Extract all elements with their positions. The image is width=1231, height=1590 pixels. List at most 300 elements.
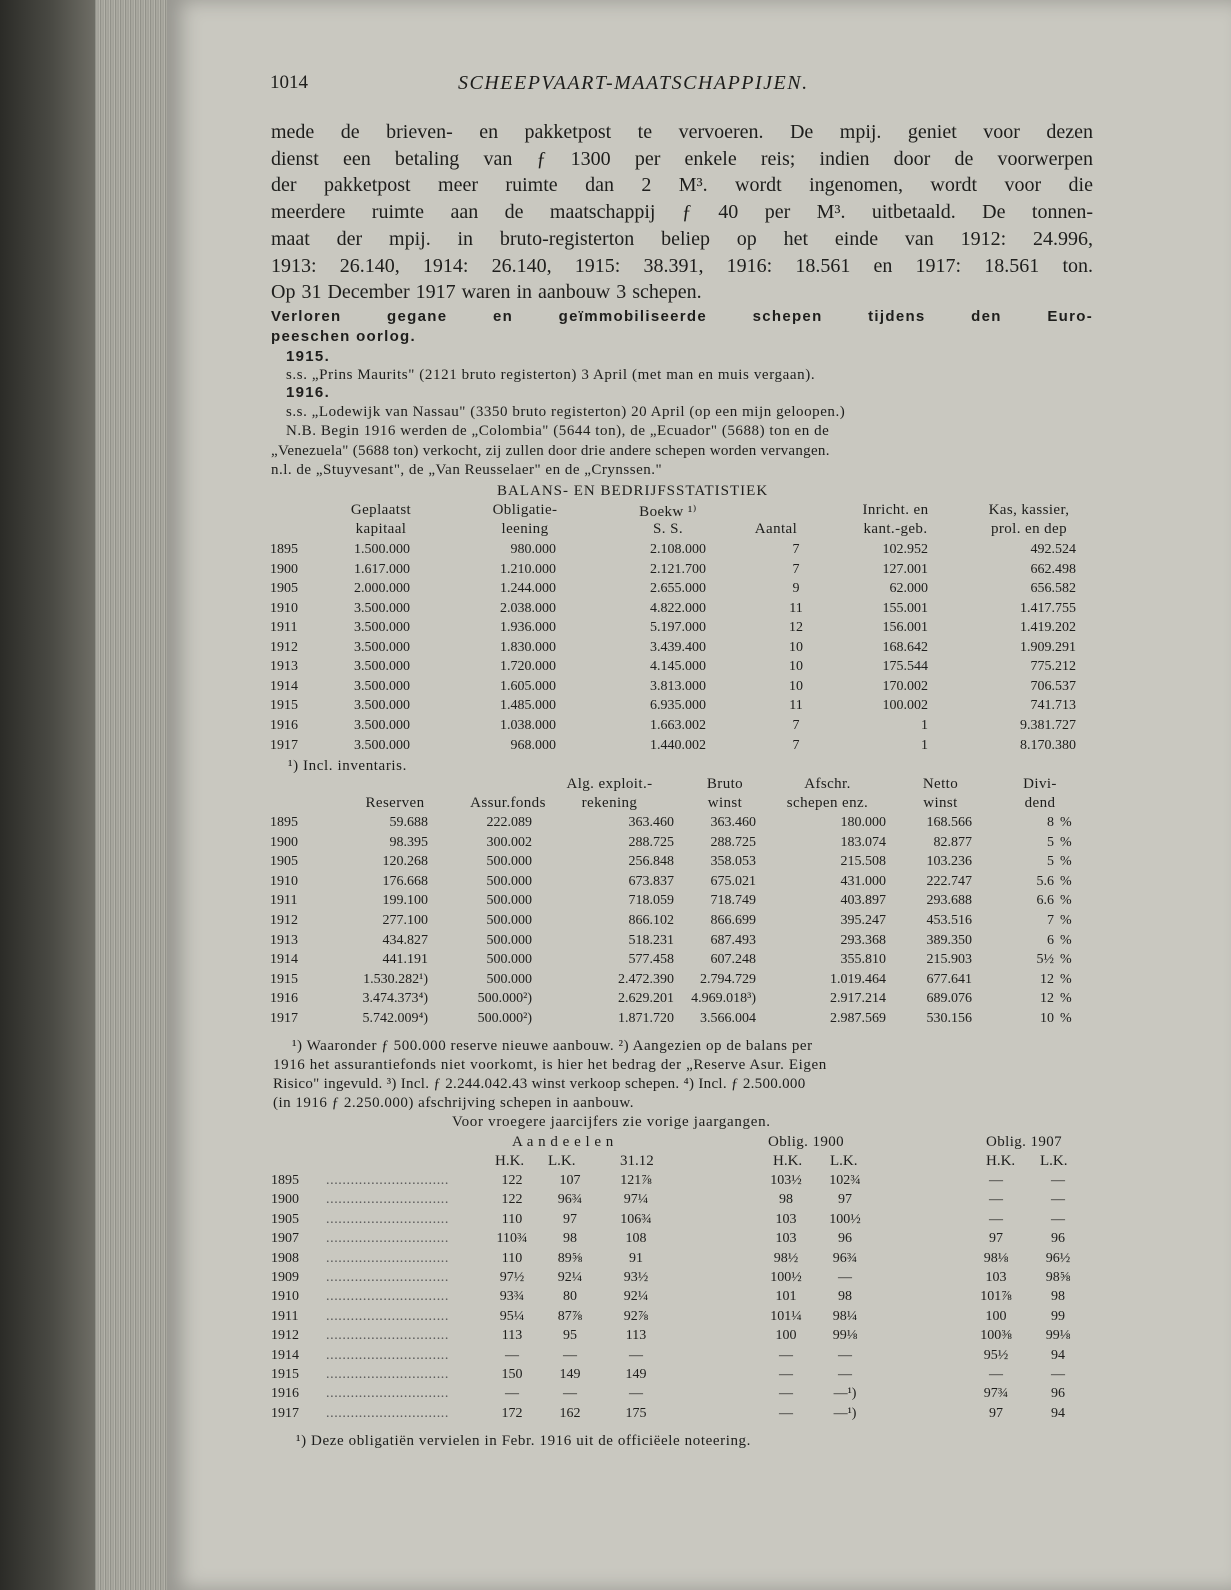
table3-subheader: L.K. (548, 1153, 576, 1169)
table1-cell: 1.830.000 (500, 639, 556, 655)
table3-cell: 110 (501, 1211, 523, 1227)
table3-cell: 100½ (829, 1211, 861, 1227)
table3-cell: 149 (559, 1367, 581, 1382)
table1-cell: 10 (789, 678, 803, 694)
table1-cell: 1.210.000 (500, 561, 556, 577)
table3-subheader: H.K. (773, 1153, 803, 1169)
table3-cell: 99 (1051, 1308, 1065, 1324)
table1-cell: 1.617.000 (354, 561, 410, 577)
lost-ships-heading-line1: Verloren gegane en geïmmobiliseerde schepen tijdens den Euro- (271, 308, 1093, 325)
table2-cell: 395.247 (840, 913, 886, 928)
table1-cell: 175.544 (882, 659, 928, 675)
table3-cell: 96 (1051, 1231, 1065, 1247)
table2-cell: 288.725 (710, 834, 756, 850)
table1-header: kant.-geb. (863, 521, 928, 537)
table1-footnote: ¹) Incl. inventaris. (288, 758, 407, 774)
table3-cell: 95 (563, 1328, 577, 1344)
table2-cell: 363.460 (628, 815, 674, 830)
table3-leader-dots: .............................. (326, 1308, 449, 1324)
table2-cell: 500.000 (486, 893, 532, 909)
table2-cell: 718.749 (710, 893, 756, 909)
table3-leader-dots: .............................. (326, 1347, 449, 1363)
table2-cell: 5.6 (1036, 873, 1054, 889)
table1-header: S. S. (653, 521, 683, 537)
table3-leader-dots: .............................. (326, 1192, 449, 1208)
table2-cell: 215.903 (926, 952, 972, 968)
table2-cell: 1.871.720 (618, 1011, 674, 1026)
table3-cell: 98 (563, 1231, 577, 1247)
table3-leader-dots: .............................. (326, 1250, 449, 1266)
table3-cell: 92¼ (623, 1289, 649, 1305)
table2-cell: 500.000 (486, 932, 532, 948)
table2-footnote-3: Risico" ingevuld. ³) Incl. ƒ 2.244.042.43 winst verkoop schepen. ⁴) Incl. ƒ 2.500.000 (273, 1076, 806, 1092)
table3-year: 1915 (271, 1367, 299, 1382)
table1-year: 1905 (270, 581, 298, 597)
table3-cell: 102¾ (829, 1173, 861, 1188)
table2-cell: 6.6 (1036, 893, 1054, 909)
table2-cell: 500.000 (486, 952, 532, 968)
table3-cell: 172 (501, 1405, 523, 1421)
table1-year: 1912 (270, 639, 298, 655)
table2-header: winst (707, 795, 743, 811)
table3-cell: 87⅞ (557, 1308, 583, 1324)
table3-cell: 97 (838, 1192, 852, 1208)
table3-cell: — (1051, 1367, 1065, 1382)
table1-cell: 1.485.000 (500, 698, 556, 714)
table3-cell: — (1051, 1211, 1065, 1227)
intro-line: meerdere ruimte aan de maatschappij ƒ 40 per M³. uitbetaald. De tonnen- (271, 201, 1093, 224)
table2-cell: 355.810 (840, 952, 886, 968)
table2-cell: 500.000²) (477, 991, 532, 1007)
table3-cell: 97¾ (983, 1386, 1009, 1402)
table2-cell: 687.493 (710, 932, 756, 948)
table1-cell: 3.813.000 (650, 678, 706, 694)
table2-cell: 5.742.009⁴) (362, 1011, 428, 1026)
table1-header: Geplaatst (350, 502, 412, 518)
table2-cell: 441.191 (382, 952, 428, 968)
table2-cell: 1.019.464 (830, 971, 886, 987)
table3-cell: 96 (1051, 1386, 1065, 1402)
table3-year: 1914 (271, 1347, 299, 1363)
table1-header: Boekw ¹⁾ (639, 504, 697, 520)
table3-year: 1909 (271, 1270, 299, 1285)
table2-cell: 7 (1047, 913, 1054, 928)
table2-header: rekening (581, 795, 638, 811)
table2-percent: % (1060, 991, 1072, 1007)
table2-cell: 500.000 (486, 873, 532, 889)
running-title: SCHEEPVAART-MAATSCHAPPIJEN. (458, 72, 809, 94)
table1-cell: 3.500.000 (354, 678, 410, 694)
table1-cell: 4.822.000 (650, 600, 706, 616)
table2-percent: % (1060, 913, 1072, 928)
intro-line: der pakketpost meer ruimte dan 2 M³. wordt ingenomen, wordt voor die (271, 174, 1093, 197)
table2-percent: % (1060, 971, 1072, 987)
table3-cell: 89⅝ (557, 1250, 583, 1266)
table1-year: 1915 (270, 698, 298, 714)
table1-cell: 3.500.000 (354, 659, 410, 675)
table3-cell: — (989, 1173, 1003, 1188)
table3-cell: 96 (838, 1231, 852, 1247)
table1-header: leening (501, 521, 549, 537)
table2-header: Reserven (365, 795, 425, 811)
lost-year-1916: 1916. (286, 384, 331, 401)
table2-cell: 5 (1047, 834, 1054, 850)
table2-cell: 866.699 (710, 913, 756, 928)
table3-cell: 97¼ (623, 1192, 649, 1208)
table1-cell: 968.000 (510, 737, 556, 753)
table2-footnote-1: ¹) Waaronder ƒ 500.000 reserve nieuwe aanbouw. ²) Aangezien op de balans per (292, 1038, 813, 1054)
nb-line-2: „Venezuela" (5688 ton) verkocht, zij zullen door drie andere schepen worden vervangen. (271, 443, 830, 459)
table1-header: Obligatie- (492, 502, 558, 518)
intro-line: dienst een betaling van ƒ 1300 per enkele reis; indien door de voorwerpen (271, 147, 1093, 170)
table2-cell: 183.074 (840, 834, 886, 850)
table3-leader-dots: .............................. (326, 1328, 449, 1344)
table2-cell: 176.668 (382, 873, 428, 889)
table3-cell: 95½ (983, 1347, 1009, 1363)
table3-cell: — (838, 1270, 852, 1285)
table3-leader-dots: .............................. (326, 1386, 449, 1402)
table2-cell: 500.000 (486, 913, 532, 928)
table1-cell: 127.001 (882, 561, 928, 577)
table1-cell: 3.500.000 (354, 600, 410, 616)
table2-cell: 293.368 (840, 932, 886, 948)
table3-cell: 101⅞ (980, 1289, 1012, 1305)
table2-cell: 103.236 (926, 854, 972, 870)
table2-cell: 431.000 (840, 873, 886, 889)
page-header (270, 72, 910, 96)
table1-cell: 2.655.000 (650, 581, 706, 597)
table2-cell: 518.231 (628, 932, 674, 948)
table3-cell: 98⅝ (1045, 1270, 1071, 1285)
table2-cell: 82.877 (933, 834, 972, 850)
table3-group-oblig1907: Oblig. 1907 (986, 1134, 1063, 1150)
table3-cell: 93¾ (499, 1289, 525, 1305)
table1-cell: 1 (921, 737, 928, 753)
table2-cell: 2.629.201 (618, 991, 674, 1007)
table2-year: 1911 (270, 893, 298, 909)
table3-cell: 97 (563, 1211, 577, 1227)
table1-cell: 10 (789, 639, 803, 655)
table3-cell: 110¾ (496, 1231, 528, 1247)
table3-year: 1905 (271, 1211, 299, 1227)
table2-year: 1912 (270, 913, 298, 928)
table3-cell: — (629, 1347, 643, 1363)
table1-header: Inricht. en (862, 502, 929, 518)
table3-cell: 103 (985, 1270, 1007, 1285)
table3-cell: 149 (625, 1367, 647, 1382)
table1-cell: 4.145.000 (650, 659, 706, 675)
table2-percent: % (1060, 952, 1072, 968)
table1-cell: 741.713 (1030, 698, 1076, 714)
table1-cell: 2.000.000 (354, 581, 410, 597)
table2-cell: 199.100 (382, 893, 428, 909)
table2-year: 1910 (270, 873, 298, 889)
table2-percent: % (1060, 854, 1072, 870)
table2-cell: 866.102 (628, 913, 674, 928)
table1-cell: 3.500.000 (354, 639, 410, 655)
table1-year: 1895 (270, 542, 298, 557)
table1-cell: 492.524 (1030, 542, 1076, 557)
table3-cell: 122 (501, 1192, 523, 1208)
table3-leader-dots: .............................. (326, 1173, 449, 1188)
table2-cell: 434.827 (382, 932, 428, 948)
table3-cell: — (505, 1386, 519, 1402)
table2-cell: 120.268 (382, 854, 428, 870)
table3-cell: 108 (625, 1231, 647, 1247)
table3-leader-dots: .............................. (326, 1211, 449, 1227)
table1-cell: 3.439.400 (650, 639, 706, 655)
table3-subheader: L.K. (830, 1153, 858, 1169)
nb-line-3: n.l. de „Stuyvesant", de „Van Reusselaer" en de „Crynssen." (271, 462, 663, 478)
table2-header: Afschr. (804, 776, 851, 792)
table3-cell: 98⅛ (983, 1250, 1009, 1266)
table2-cell: 277.100 (382, 913, 428, 928)
table1-cell: 1.244.000 (500, 581, 556, 597)
table3-cell: — (779, 1367, 793, 1382)
table2-cell: 293.688 (926, 893, 972, 909)
table1-cell: 662.498 (1030, 561, 1076, 577)
table2-percent: % (1060, 932, 1072, 948)
table2-year: 1895 (270, 815, 298, 830)
table1-cell: 155.001 (882, 600, 928, 616)
table1-header: Kas, kassier, (988, 502, 1070, 518)
table2-cell: 453.516 (926, 913, 972, 928)
table1-cell: 980.000 (510, 542, 556, 557)
table3-cell: 113 (501, 1328, 523, 1344)
table2-cell: 363.460 (710, 815, 756, 830)
table3-cell: 100 (775, 1328, 797, 1344)
table3-cell: 150 (501, 1367, 523, 1382)
lost-entry-1915: s.s. „Prins Maurits" (2121 bruto registerton) 3 April (met man en muis vergaan). (286, 367, 816, 383)
book-spine (0, 0, 95, 1590)
table2-year: 1917 (270, 1011, 298, 1026)
table3-cell: 100 (985, 1308, 1007, 1324)
table1-header: prol. en dep (990, 521, 1068, 537)
table2-percent: % (1060, 834, 1072, 850)
table1-cell: 7 (792, 542, 800, 557)
table2-cell: 677.641 (926, 971, 972, 987)
table3-cell: 121⅞ (620, 1173, 652, 1188)
table3-cell: 103 (775, 1231, 797, 1247)
table3-leader-dots: .............................. (326, 1270, 449, 1285)
table1-cell: 100.002 (882, 698, 928, 714)
table2-cell: 10 (1040, 1011, 1054, 1026)
table3-cell: — (563, 1386, 577, 1402)
table1-cell: 1 (921, 717, 928, 733)
table2-header: Divi- (1023, 776, 1057, 792)
table2-year: 1915 (270, 971, 298, 987)
table3-cell: 122 (501, 1173, 523, 1188)
table3-year: 1917 (271, 1405, 299, 1421)
intro-line: Op 31 December 1917 waren in aanbouw 3 schepen. (271, 281, 702, 304)
table1-cell: 11 (789, 698, 803, 714)
intro-line: maat der mpij. in bruto-registerton beliep op het einde van 1912: 24.996, (271, 227, 1093, 250)
table2-cell: 3.474.373⁴) (362, 991, 428, 1007)
table1-cell: 7 (792, 561, 800, 577)
table2-percent: % (1060, 873, 1072, 889)
table2-header: schepen enz. (786, 795, 869, 811)
table3-cell: 103½ (770, 1173, 802, 1188)
table1-year: 1914 (270, 678, 298, 694)
lost-year-1915: 1915. (286, 348, 331, 365)
table3-cell: 101¼ (770, 1308, 802, 1324)
table3-footnote: ¹) Deze obligatiën vervielen in Febr. 1916 uit de officiëele noteering. (296, 1433, 752, 1449)
table1-cell: 8.170.380 (1020, 737, 1076, 753)
table1-cell: 1.038.000 (500, 717, 556, 733)
table3-cell: — (838, 1347, 852, 1363)
table3-cell: — (629, 1386, 643, 1402)
table1-cell: 11 (789, 600, 803, 616)
table2-cell: 5½ (1036, 952, 1054, 968)
table3-cell: 97½ (499, 1270, 525, 1285)
table3-cell: 98 (1051, 1289, 1065, 1305)
page-edges (95, 0, 167, 1590)
table1-year: 1911 (270, 620, 298, 636)
table2-year: 1905 (270, 854, 298, 870)
table2-header: dend (1024, 795, 1056, 811)
table3-cell: — (989, 1367, 1003, 1382)
table1-cell: 12 (789, 620, 803, 636)
table2-cell: 168.566 (926, 815, 972, 830)
table2-header: Assur.fonds (470, 795, 546, 811)
table3-cell: 103 (775, 1211, 797, 1227)
table2-cell: 5 (1047, 854, 1054, 870)
table2-year: 1900 (270, 834, 298, 850)
table3-cell: 99⅛ (1045, 1328, 1071, 1344)
table3-cell: — (505, 1347, 519, 1363)
table1-cell: 2.121.700 (650, 561, 706, 577)
table2-header: Alg. exploit.- (566, 776, 653, 792)
table1-cell: 1.500.000 (354, 542, 410, 557)
table1-cell: 156.001 (882, 620, 928, 636)
table2-year: 1913 (270, 932, 298, 948)
table1-cell: 3.500.000 (354, 620, 410, 636)
table3-cell: 92⅞ (623, 1308, 649, 1324)
table1-year: 1910 (270, 600, 298, 616)
table2-cell: 222.747 (926, 873, 972, 889)
table1-cell: 170.002 (882, 678, 928, 694)
table1-year: 1900 (270, 561, 298, 577)
table3-cell: —¹) (833, 1405, 857, 1421)
table2-cell: 59.688 (389, 815, 428, 830)
table1-cell: 1.720.000 (500, 659, 556, 675)
table3-subheader: L.K. (1040, 1153, 1068, 1169)
table3-year: 1900 (271, 1192, 299, 1208)
nb-line-1: N.B. Begin 1916 werden de „Colombia" (5644 ton), de „Ecuador" (5688) ton en de (286, 423, 830, 439)
table2-cell: 6 (1047, 932, 1054, 948)
table3-cell: 91 (629, 1250, 643, 1266)
lost-ships-heading (271, 307, 1093, 347)
table1-cell: 1.440.002 (650, 737, 706, 753)
page-number: 1014 (270, 72, 308, 93)
table3-cell: — (1051, 1192, 1065, 1208)
table3-cell: 98 (838, 1289, 852, 1305)
table2-cell: 8 (1047, 815, 1054, 830)
table3-year: 1907 (271, 1231, 299, 1247)
table2-note: Voor vroegere jaarcijfers zie vorige jaargangen. (452, 1114, 771, 1130)
table1-cell: 7 (792, 717, 800, 733)
table1-header: Aantal (754, 521, 798, 537)
table3-cell: — (989, 1211, 1003, 1227)
table2-cell: 530.156 (926, 1011, 972, 1026)
table3-cell: 98 (779, 1192, 793, 1208)
table3-group-aandeelen: A a n d e e l e n (512, 1134, 614, 1150)
table2-cell: 2.917.214 (830, 991, 886, 1007)
table2-cell: 673.837 (628, 873, 674, 889)
table3-cell: 98½ (773, 1250, 799, 1266)
table2-cell: 577.458 (628, 952, 674, 968)
table1-cell: 1.909.291 (1020, 639, 1076, 655)
table3-cell: 110 (501, 1250, 523, 1266)
table3-leader-dots: .............................. (326, 1231, 449, 1247)
table2-cell: 1.530.282¹) (363, 971, 428, 987)
table2-header: winst (923, 795, 958, 811)
table2-cell: 3.566.004 (700, 1011, 756, 1026)
lost-entry-1916: s.s. „Lodewijk van Nassau" (3350 bruto registerton) 20 April (op een mijn geloopen.) (286, 404, 846, 420)
table1-cell: 1.605.000 (500, 678, 556, 694)
table3-cell: — (779, 1405, 793, 1421)
table3-cell: — (838, 1367, 852, 1382)
table1-cell: 2.038.000 (500, 600, 556, 616)
table1-year: 1917 (270, 737, 298, 753)
table2-cell: 500.000 (486, 854, 532, 870)
table1-cell: 9 (792, 581, 800, 597)
table2-cell: 500.000²) (477, 1011, 532, 1026)
table1-cell: 62.000 (889, 581, 928, 597)
table2-cell: 288.725 (628, 834, 674, 850)
table3-cell: — (989, 1192, 1003, 1208)
table3-cell: 113 (625, 1328, 647, 1344)
table1-cell: 7 (792, 737, 800, 753)
table2-cell: 675.021 (710, 873, 756, 889)
table3-cell: 96½ (1045, 1250, 1071, 1266)
table3-subheader: H.K. (495, 1153, 525, 1169)
table1-cell: 5.197.000 (650, 620, 706, 636)
table3-subheader: 31.12 (620, 1153, 654, 1169)
table3-cell: — (1051, 1173, 1065, 1188)
table1-header: kapitaal (355, 521, 407, 537)
table1-cell: 656.582 (1030, 581, 1076, 597)
table3-cell: 98¼ (832, 1308, 858, 1324)
table3-cell: 162 (559, 1405, 581, 1421)
table2-cell: 389.350 (926, 932, 972, 948)
table2-cell: 215.508 (840, 854, 886, 870)
table2-cell: 689.076 (926, 991, 972, 1007)
table2-header: Bruto (706, 776, 744, 792)
table3-cell: 92¼ (557, 1270, 583, 1285)
table2-cell: 12 (1040, 971, 1054, 987)
table2-cell: 300.002 (486, 834, 532, 850)
table1-title: BALANS- EN BEDRIJFSSTATISTIEK (497, 483, 769, 499)
table3-cell: 93½ (623, 1270, 649, 1285)
table3-cell: 94 (1051, 1347, 1065, 1363)
table3-cell: 96¾ (557, 1192, 583, 1208)
table2-year: 1916 (270, 991, 298, 1007)
table3-leader-dots: .............................. (326, 1367, 449, 1382)
table3-year: 1912 (271, 1328, 299, 1344)
table3-year: 1910 (271, 1289, 299, 1305)
table3-cell: 80 (563, 1289, 577, 1305)
table1-year: 1916 (270, 717, 298, 733)
table2-percent: % (1060, 815, 1072, 830)
table3-subheader: H.K. (986, 1153, 1016, 1169)
table1-cell: 1.419.202 (1020, 620, 1076, 636)
table1-cell: 10 (789, 659, 803, 675)
table3-year: 1916 (271, 1386, 299, 1402)
table3-cell: 94 (1051, 1405, 1065, 1421)
table3-cell: — (779, 1347, 793, 1363)
table1-cell: 102.952 (882, 542, 928, 557)
